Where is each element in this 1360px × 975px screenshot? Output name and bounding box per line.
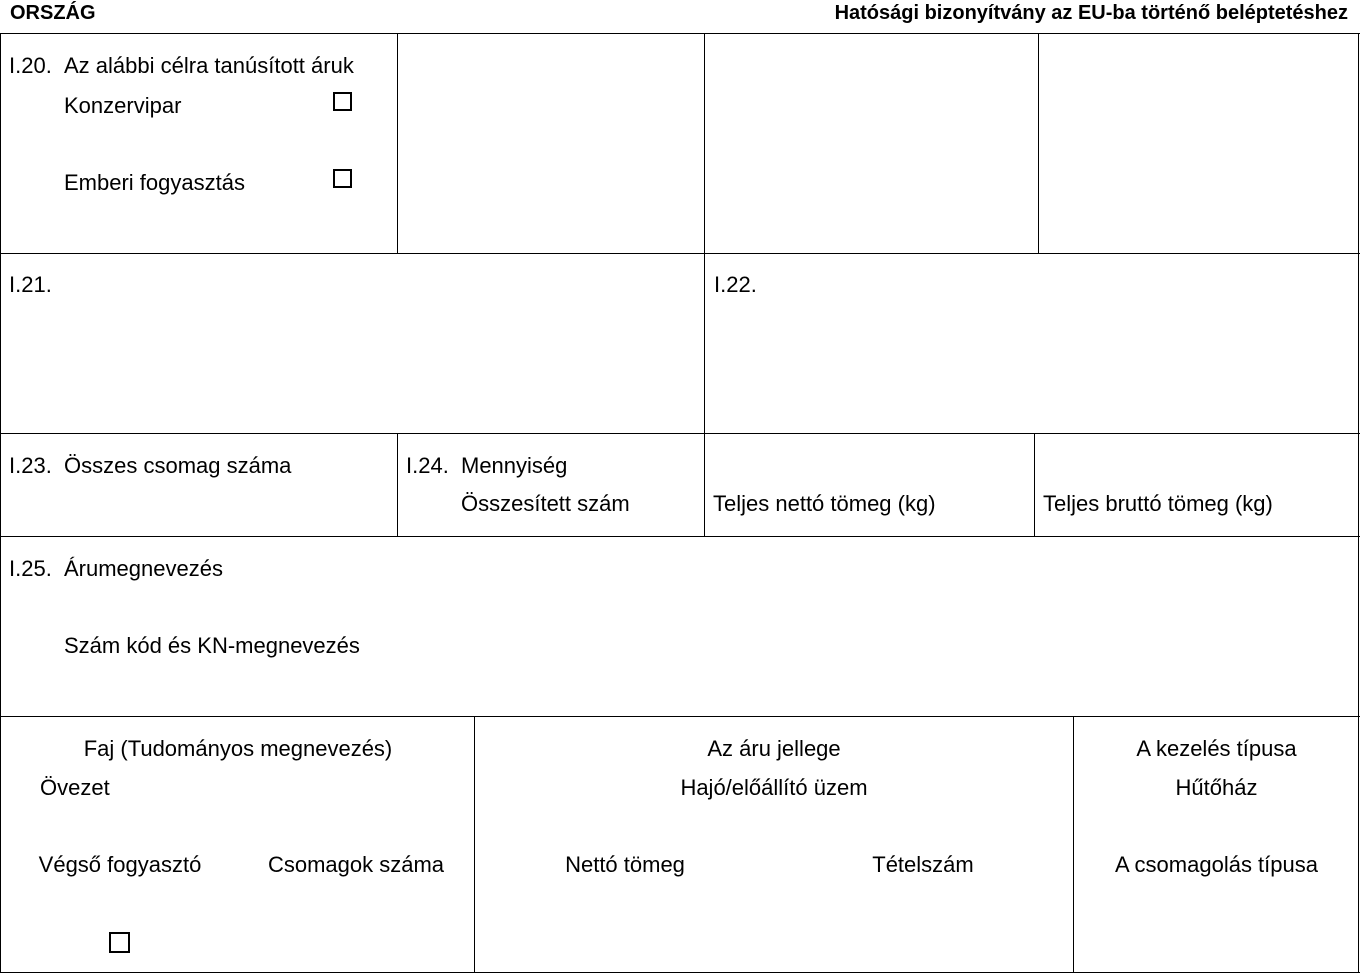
col-cold-store-heading: Hűtőház xyxy=(1175,775,1258,800)
box-i23-title: Összes csomag száma xyxy=(64,453,292,478)
box-i24-gross-weight: Teljes bruttó tömeg (kg) xyxy=(1043,491,1273,516)
konzervipar-checkbox[interactable] xyxy=(333,92,352,111)
box-i25-subtitle: Szám kód és KN-megnevezés xyxy=(64,633,360,658)
col-treatment-heading: A kezelés típusa xyxy=(1136,736,1297,761)
box-i23-number: I.23. xyxy=(9,453,52,478)
box-i24-title: Mennyiség xyxy=(461,453,568,478)
country-label: ORSZÁG xyxy=(10,2,96,24)
box-i20-value-2[interactable] xyxy=(706,35,1037,252)
col-species-heading: Faj (Tudományos megnevezés) xyxy=(83,736,393,761)
box-i25-title: Árumegnevezés xyxy=(64,556,223,581)
col-nature-heading: Az áru jellege xyxy=(707,736,841,761)
option-label-konzervipar: Konzervipar xyxy=(64,93,182,118)
field-title: Az alábbi célra tanúsított áruk xyxy=(64,53,354,78)
box-i24-net-weight: Teljes nettó tömeg (kg) xyxy=(713,491,936,516)
document-title: Hatósági bizonyítvány az EU-ba történő beléptetéshez xyxy=(834,2,1348,24)
col-plant-heading: Hajó/előállító üzem xyxy=(680,775,868,800)
box-i20-value-3[interactable] xyxy=(1040,35,1357,252)
box-i22-value[interactable] xyxy=(706,300,1356,430)
box-i25-number: I.25. xyxy=(9,556,52,581)
box-i21-number: I.21. xyxy=(9,272,52,297)
col-final-consumer-heading: Végső fogyasztó xyxy=(38,852,202,877)
box-i24-total-count: Összesített szám xyxy=(461,491,630,516)
col-net-weight-heading: Nettó tömeg xyxy=(565,852,685,877)
box-i24-number: I.24. xyxy=(406,453,449,478)
box-i21-value[interactable] xyxy=(2,300,702,430)
col-zone-heading: Övezet xyxy=(40,775,110,800)
col-batch-number-heading: Tételszám xyxy=(872,852,974,877)
final-consumer-checkbox[interactable] xyxy=(109,932,130,953)
field-number: I.20. xyxy=(9,53,52,78)
col-package-count-heading: Csomagok száma xyxy=(267,852,445,877)
emberi-fogyasztas-checkbox[interactable] xyxy=(333,169,352,188)
option-label-emberi-fogyasztas: Emberi fogyasztás xyxy=(64,170,245,195)
box-i20-value-1[interactable] xyxy=(399,35,703,252)
box-i22-number: I.22. xyxy=(714,272,757,297)
col-packaging-heading: A csomagolás típusa xyxy=(1114,852,1318,877)
